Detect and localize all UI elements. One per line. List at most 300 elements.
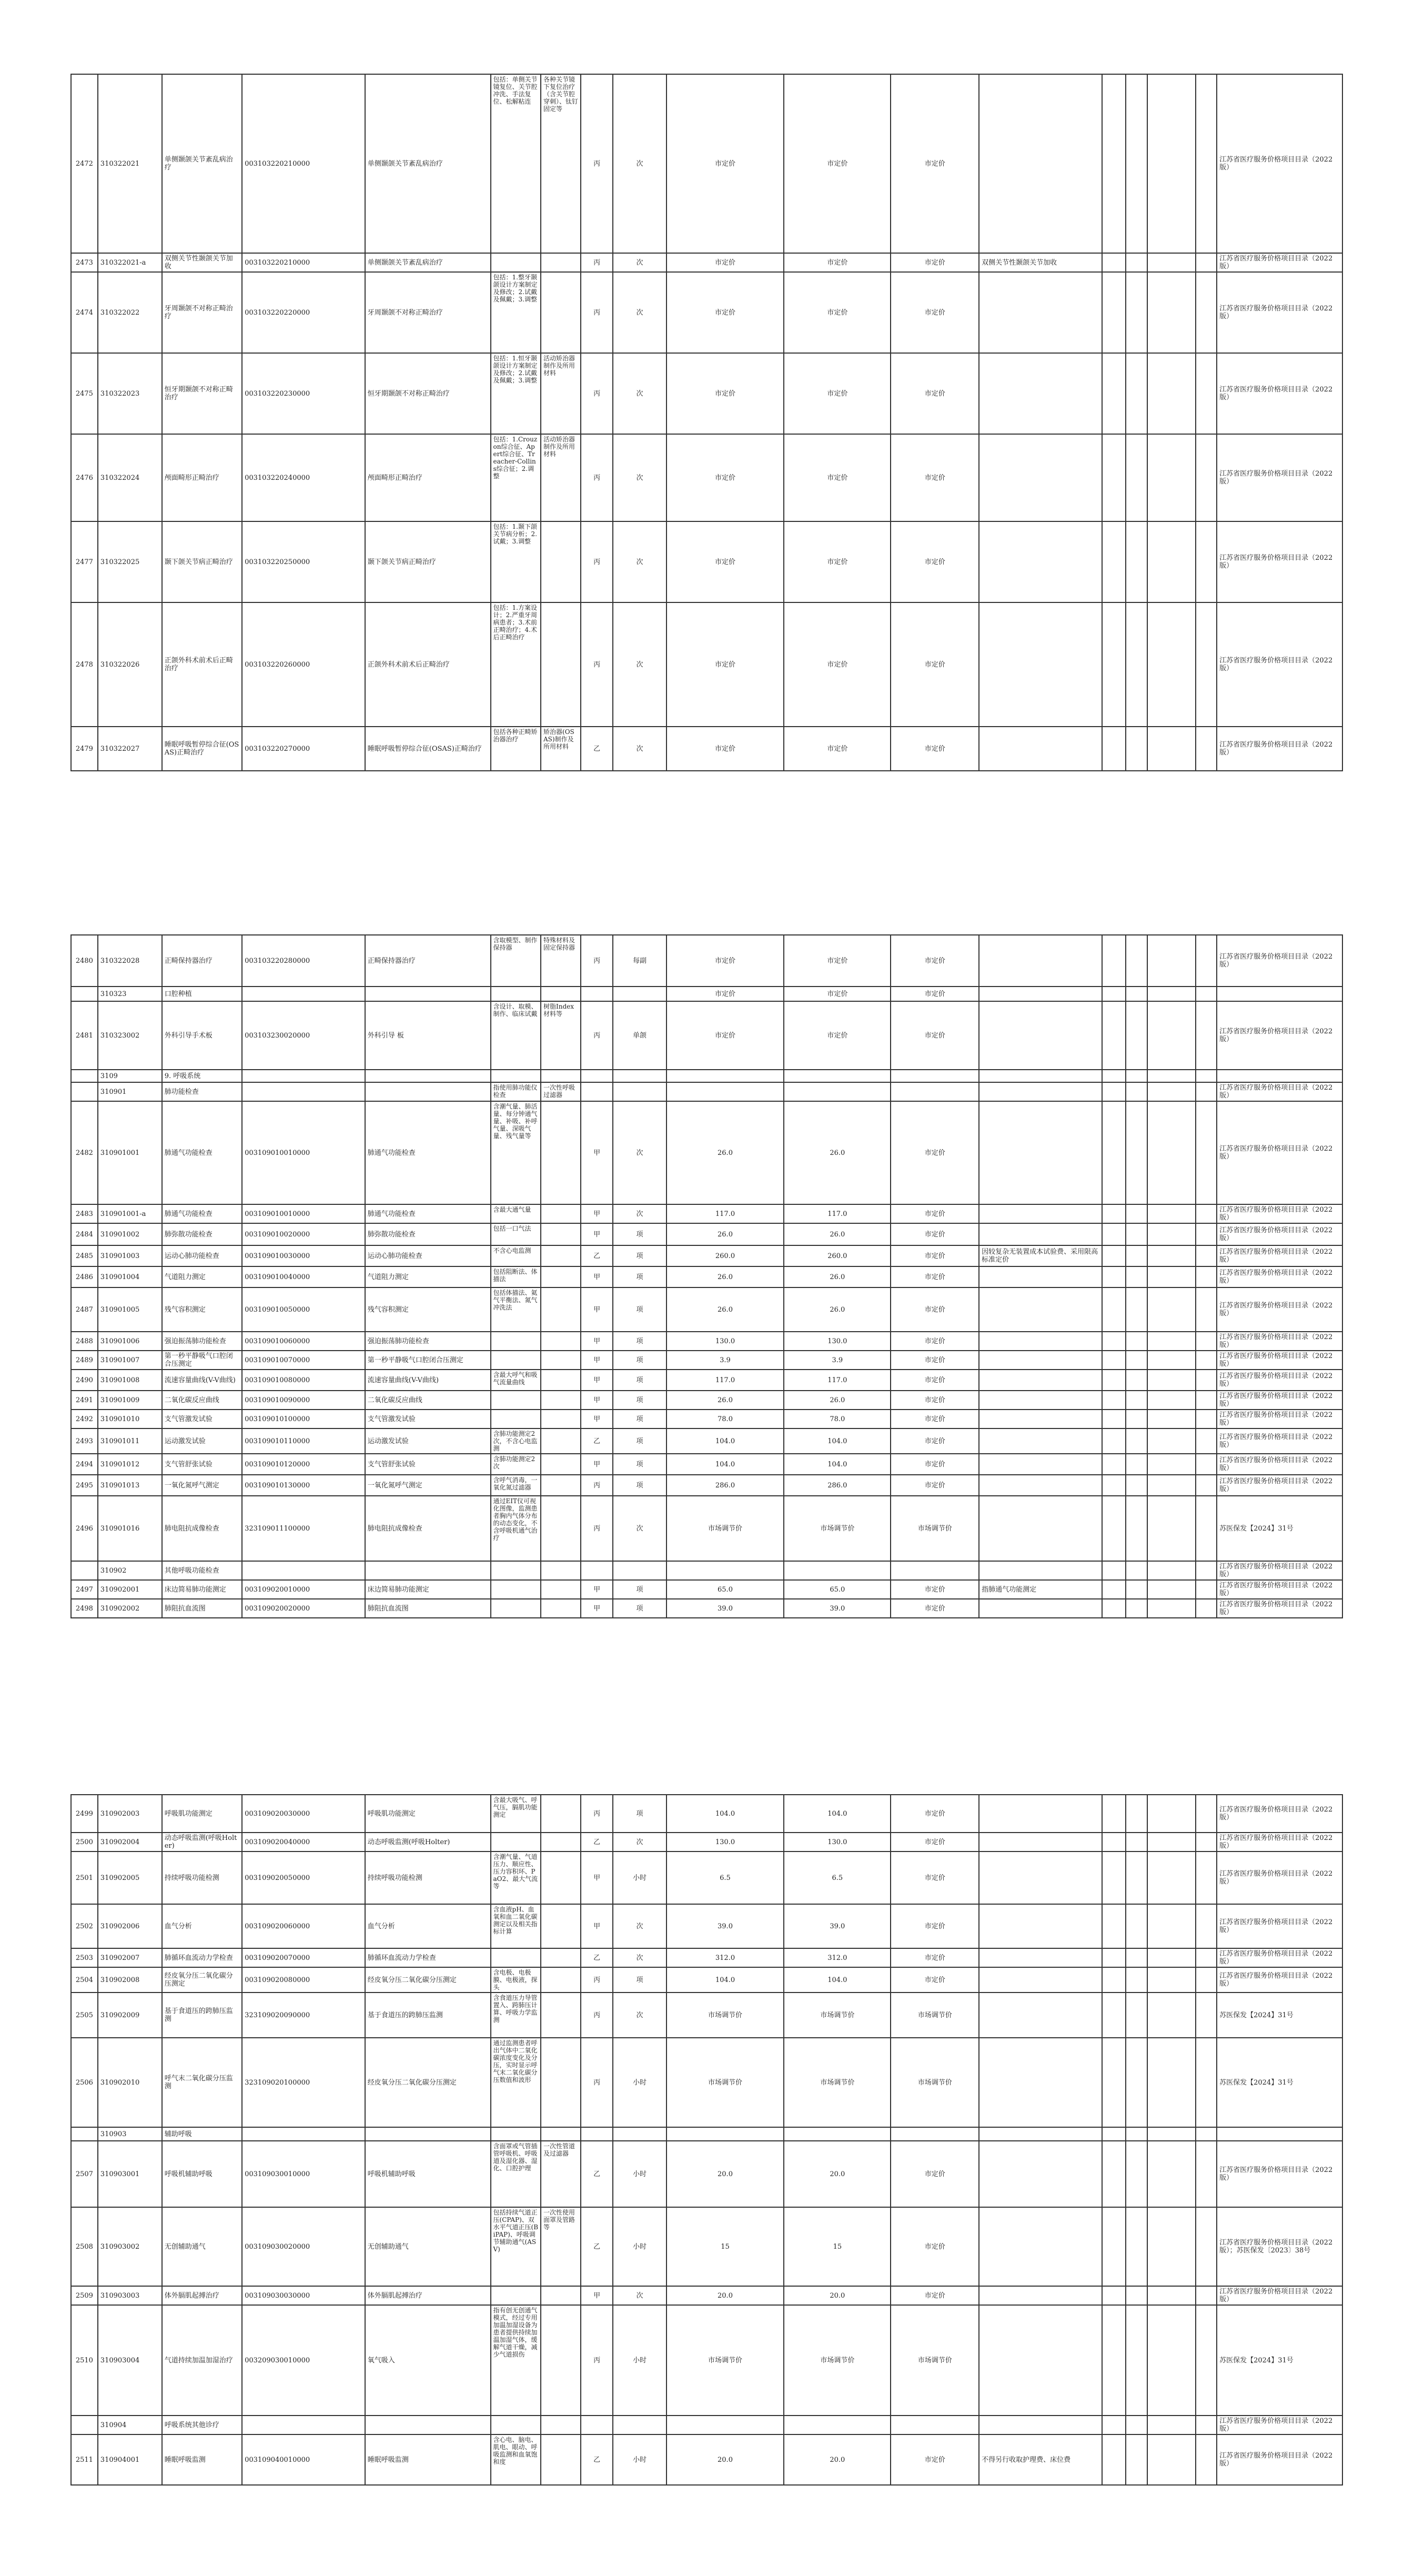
cell-code2: 003109010030000 — [242, 1245, 365, 1266]
cell-e1 — [1102, 1795, 1126, 1833]
cell-unit: 项 — [613, 1795, 666, 1833]
cell-p3: 市定价 — [891, 2434, 979, 2485]
cell-note — [979, 1561, 1102, 1580]
cell-p1: 市定价 — [666, 272, 784, 353]
cell-p1: 104.0 — [666, 1454, 784, 1475]
cell-src: 江苏省医疗服务价格项目目录（2022版） — [1217, 521, 1342, 602]
cell-src: 江苏省医疗服务价格项目目录（2022版） — [1217, 1833, 1342, 1852]
cell-name2: 肺弥散功能检查 — [365, 1223, 491, 1245]
cell-e4 — [1196, 1993, 1217, 2038]
cell-unit: 次 — [613, 1904, 666, 1948]
cell-e1 — [1102, 353, 1126, 434]
cell-excl — [541, 1795, 581, 1833]
cell-code2: 003109020030000 — [242, 1795, 365, 1833]
cell-e4 — [1196, 1266, 1217, 1287]
cell-e2 — [1126, 727, 1147, 771]
cell-note — [979, 1370, 1102, 1391]
cell-note — [979, 434, 1102, 521]
cell-src: 苏医保发【2024】31号 — [1217, 2305, 1342, 2416]
cell-e2 — [1126, 1993, 1147, 2038]
cell-p3: 市定价 — [891, 727, 979, 771]
cell-src: 苏医保发【2024】31号 — [1217, 1496, 1342, 1561]
table-row — [71, 1475, 1342, 1496]
cell-p3: 市定价 — [891, 1101, 979, 1204]
cell-name: 肺通气功能检查 — [162, 1204, 242, 1223]
cell-e4 — [1196, 1101, 1217, 1204]
cell-e4 — [1196, 521, 1217, 602]
cell-src: 江苏省医疗服务价格项目目录（2022版） — [1217, 1332, 1342, 1351]
cell-content — [491, 253, 541, 272]
cell-name2: 运动激发试验 — [365, 1428, 491, 1454]
cell-e3 — [1147, 1599, 1195, 1618]
cell-name2: 氧气吸入 — [365, 2305, 491, 2416]
cell-unit: 小时 — [613, 2434, 666, 2485]
table-row — [71, 1001, 1342, 1070]
cell-content: 包括一口气法 — [491, 1223, 541, 1245]
cell-p2: 312.0 — [784, 1948, 891, 1967]
cell-src: 江苏省医疗服务价格项目目录（2022版） — [1217, 434, 1342, 521]
cell-src: 江苏省医疗服务价格项目目录（2022版） — [1217, 1287, 1342, 1332]
cell-name: 颞下颌关节病正畸治疗 — [162, 521, 242, 602]
cell-e4 — [1196, 1391, 1217, 1410]
cell-code: 310901001 — [98, 1101, 162, 1204]
cell-e4 — [1196, 602, 1217, 727]
cell-unit: 次 — [613, 434, 666, 521]
cell-p1: 6.5 — [666, 1852, 784, 1904]
cell-note — [979, 1948, 1102, 1967]
cell-code2: 003103230020000 — [242, 1001, 365, 1070]
table-row — [71, 2127, 1342, 2141]
cell-p3 — [891, 1082, 979, 1101]
cell-code: 310901001-a — [98, 1204, 162, 1223]
cell-seq: 2473 — [71, 253, 98, 272]
cell-code2: 003109010130000 — [242, 1475, 365, 1496]
cell-content — [491, 1580, 541, 1599]
cell-name: 正颌外科术前术后正畸治疗 — [162, 602, 242, 727]
cell-note — [979, 1101, 1102, 1204]
cell-code2: 003103220210000 — [242, 253, 365, 272]
cell-note — [979, 272, 1102, 353]
cell-seq — [71, 2416, 98, 2434]
cell-p3: 市定价 — [891, 1391, 979, 1410]
cell-unit: 项 — [613, 1332, 666, 1351]
cell-note — [979, 1428, 1102, 1454]
cell-unit: 次 — [613, 727, 666, 771]
cell-e3 — [1147, 434, 1195, 521]
cell-seq: 2511 — [71, 2434, 98, 2485]
cell-p2: 市定价 — [784, 727, 891, 771]
cell-p3: 市定价 — [891, 1967, 979, 1993]
table-row — [71, 987, 1342, 1001]
cell-name: 一氧化氮呼气测定 — [162, 1475, 242, 1496]
cell-e2 — [1126, 2207, 1147, 2286]
cell-e2 — [1126, 1204, 1147, 1223]
cell-e2 — [1126, 1496, 1147, 1561]
cell-note — [979, 1351, 1102, 1370]
cell-code2 — [242, 1082, 365, 1101]
cell-p1: 117.0 — [666, 1370, 784, 1391]
table-row — [71, 1428, 1342, 1454]
cell-p3: 市定价 — [891, 1580, 979, 1599]
table-row — [71, 353, 1342, 434]
cell-code: 310904001 — [98, 2434, 162, 2485]
cell-note — [979, 1852, 1102, 1904]
cell-note — [979, 987, 1102, 1001]
cell-seq: 2481 — [71, 1001, 98, 1070]
cell-note — [979, 2207, 1102, 2286]
cell-e4 — [1196, 2141, 1217, 2207]
cell-code: 310902003 — [98, 1795, 162, 1833]
cell-p2: 20.0 — [784, 2434, 891, 2485]
table-row — [71, 2305, 1342, 2416]
cell-code: 310901003 — [98, 1245, 162, 1266]
cell-unit: 项 — [613, 1245, 666, 1266]
cell-e2 — [1126, 2141, 1147, 2207]
cell-code: 310322021 — [98, 74, 162, 253]
cell-note — [979, 2416, 1102, 2434]
cell-seq: 2479 — [71, 727, 98, 771]
cell-p1: 20.0 — [666, 2286, 784, 2305]
cell-code2: 003103220250000 — [242, 521, 365, 602]
table-row — [71, 1599, 1342, 1618]
cell-excl — [541, 1332, 581, 1351]
cell-code: 310901007 — [98, 1351, 162, 1370]
cell-code: 310322026 — [98, 602, 162, 727]
cell-p2: 65.0 — [784, 1580, 891, 1599]
cell-p3: 市定价 — [891, 1833, 979, 1852]
cell-e1 — [1102, 1475, 1126, 1496]
cell-cls — [581, 2416, 613, 2434]
table-row — [71, 727, 1342, 771]
cell-src: 江苏省医疗服务价格项目目录（2022版） — [1217, 1428, 1342, 1454]
cell-unit: 项 — [613, 1266, 666, 1287]
cell-code2: 003109030030000 — [242, 2286, 365, 2305]
cell-code2: 003103220210000 — [242, 74, 365, 253]
cell-p2: 市定价 — [784, 434, 891, 521]
cell-e3 — [1147, 1070, 1195, 1082]
cell-name: 牙周颞颌不对称正畸治疗 — [162, 272, 242, 353]
table-row — [71, 1204, 1342, 1223]
cell-p1: 市定价 — [666, 727, 784, 771]
cell-e1 — [1102, 2434, 1126, 2485]
cell-code: 310902004 — [98, 1833, 162, 1852]
cell-p1: 65.0 — [666, 1580, 784, 1599]
cell-name: 气道持续加温加湿治疗 — [162, 2305, 242, 2416]
cell-code: 310901004 — [98, 1266, 162, 1287]
cell-note: 因较复杂无装置成本试验费、采用限高标准定价 — [979, 1245, 1102, 1266]
cell-excl — [541, 1245, 581, 1266]
cell-e3 — [1147, 1795, 1195, 1833]
cell-src: 江苏省医疗服务价格项目目录（2022版） — [1217, 1599, 1342, 1618]
cell-seq: 2496 — [71, 1496, 98, 1561]
cell-e1 — [1102, 272, 1126, 353]
cell-e3 — [1147, 1266, 1195, 1287]
cell-src: 江苏省医疗服务价格项目目录（2022版） — [1217, 1391, 1342, 1410]
cell-seq: 2499 — [71, 1795, 98, 1833]
cell-src: 江苏省医疗服务价格项目目录（2022版） — [1217, 1580, 1342, 1599]
cell-seq: 2495 — [71, 1475, 98, 1496]
cell-note — [979, 1967, 1102, 1993]
cell-note — [979, 2305, 1102, 2416]
cell-seq: 2489 — [71, 1351, 98, 1370]
cell-e2 — [1126, 2127, 1147, 2141]
price-table — [70, 74, 1343, 771]
cell-p2: 市场调节价 — [784, 2305, 891, 2416]
table-row — [71, 2207, 1342, 2286]
cell-name: 外科引导手术板 — [162, 1001, 242, 1070]
cell-src: 江苏省医疗服务价格项目目录（2022版） — [1217, 1370, 1342, 1391]
cell-seq: 2490 — [71, 1370, 98, 1391]
cell-p2: 市定价 — [784, 935, 891, 987]
cell-e4 — [1196, 2434, 1217, 2485]
cell-unit: 次 — [613, 253, 666, 272]
cell-content — [491, 2286, 541, 2305]
cell-seq: 2491 — [71, 1391, 98, 1410]
cell-code2: 003109020010000 — [242, 1580, 365, 1599]
cell-p3: 市定价 — [891, 1410, 979, 1428]
cell-name2 — [365, 2127, 491, 2141]
cell-name: 支气管舒张试验 — [162, 1454, 242, 1475]
cell-seq: 2510 — [71, 2305, 98, 2416]
cell-cls: 甲 — [581, 1852, 613, 1904]
cell-code: 310902006 — [98, 1904, 162, 1948]
cell-e3 — [1147, 1351, 1195, 1370]
cell-e4 — [1196, 1001, 1217, 1070]
cell-cls: 甲 — [581, 1599, 613, 1618]
table-row — [71, 1993, 1342, 2038]
cell-unit: 每副 — [613, 935, 666, 987]
cell-content — [491, 1410, 541, 1428]
cell-seq: 2483 — [71, 1204, 98, 1223]
cell-excl — [541, 1475, 581, 1496]
cell-p2 — [784, 1082, 891, 1101]
table-row — [71, 1795, 1342, 1833]
cell-note — [979, 1082, 1102, 1101]
cell-code: 310904 — [98, 2416, 162, 2434]
cell-note: 不得另行收取护理费、床位费 — [979, 2434, 1102, 2485]
cell-cls: 丙 — [581, 1967, 613, 1993]
cell-seq: 2504 — [71, 1967, 98, 1993]
cell-e3 — [1147, 1904, 1195, 1948]
cell-e4 — [1196, 1475, 1217, 1496]
cell-p1: 117.0 — [666, 1204, 784, 1223]
cell-name2: 颞下颌关节病正畸治疗 — [365, 521, 491, 602]
cell-p2: 117.0 — [784, 1370, 891, 1391]
cell-note — [979, 727, 1102, 771]
cell-e1 — [1102, 1948, 1126, 1967]
cell-name: 睡眠呼吸监测 — [162, 2434, 242, 2485]
table-row — [71, 1101, 1342, 1204]
cell-e1 — [1102, 74, 1126, 253]
cell-e1 — [1102, 1287, 1126, 1332]
cell-p2: 260.0 — [784, 1245, 891, 1266]
cell-seq: 2503 — [71, 1948, 98, 1967]
cell-unit: 次 — [613, 2286, 666, 2305]
cell-e4 — [1196, 987, 1217, 1001]
cell-name2: 支气管激发试验 — [365, 1410, 491, 1428]
cell-seq: 2487 — [71, 1287, 98, 1332]
cell-p2: 130.0 — [784, 1332, 891, 1351]
cell-excl — [541, 253, 581, 272]
cell-note — [979, 1204, 1102, 1223]
cell-p2: 3.9 — [784, 1351, 891, 1370]
cell-code: 310901002 — [98, 1223, 162, 1245]
cell-src — [1217, 2127, 1342, 2141]
cell-e3 — [1147, 2127, 1195, 2141]
cell-e3 — [1147, 1428, 1195, 1454]
cell-cls: 乙 — [581, 2141, 613, 2207]
cell-p1: 26.0 — [666, 1223, 784, 1245]
cell-code2: 003103220230000 — [242, 353, 365, 434]
cell-p3: 市定价 — [891, 1266, 979, 1287]
cell-name2: 动态呼吸监测(呼吸Holter) — [365, 1833, 491, 1852]
cell-name2: 睡眠呼吸暂停综合征(OSAS)正畸治疗 — [365, 727, 491, 771]
cell-e2 — [1126, 1580, 1147, 1599]
cell-code2: 003103220240000 — [242, 434, 365, 521]
cell-cls: 乙 — [581, 1833, 613, 1852]
cell-p3: 市定价 — [891, 1204, 979, 1223]
cell-seq: 2474 — [71, 272, 98, 353]
cell-e1 — [1102, 253, 1126, 272]
cell-content — [491, 2127, 541, 2141]
cell-unit: 项 — [613, 1580, 666, 1599]
cell-name: 肺通气功能检查 — [162, 1101, 242, 1204]
cell-src: 江苏省医疗服务价格项目目录（2022版） — [1217, 727, 1342, 771]
cell-name: 无创辅助通气 — [162, 2207, 242, 2286]
cell-p1 — [666, 2416, 784, 2434]
cell-e3 — [1147, 2207, 1195, 2286]
cell-e1 — [1102, 2127, 1126, 2141]
cell-name2: 二氧化碳反应曲线 — [365, 1391, 491, 1410]
cell-src: 江苏省医疗服务价格项目目录（2022版） — [1217, 1245, 1342, 1266]
cell-e3 — [1147, 1101, 1195, 1204]
cell-e2 — [1126, 1428, 1147, 1454]
cell-code2: 003103220220000 — [242, 272, 365, 353]
cell-p2: 26.0 — [784, 1266, 891, 1287]
cell-unit: 次 — [613, 1101, 666, 1204]
cell-name: 血气分析 — [162, 1904, 242, 1948]
cell-p2 — [784, 2416, 891, 2434]
cell-e1 — [1102, 1852, 1126, 1904]
cell-e4 — [1196, 434, 1217, 521]
cell-cls — [581, 1070, 613, 1082]
cell-content: 含设计、取模、制作、临床试戴 — [491, 1001, 541, 1070]
cell-content — [491, 1948, 541, 1967]
table-row — [71, 272, 1342, 353]
cell-e3 — [1147, 1496, 1195, 1561]
cell-excl: 各种关节镜下复位治疗（含关节腔穿刺）、钛钉固定等 — [541, 74, 581, 253]
cell-name: 支气管激发试验 — [162, 1410, 242, 1428]
cell-cls: 丙 — [581, 935, 613, 987]
cell-cls: 乙 — [581, 1245, 613, 1266]
cell-e1 — [1102, 1101, 1126, 1204]
cell-e4 — [1196, 1904, 1217, 1948]
cell-e3 — [1147, 353, 1195, 434]
cell-p3: 市定价 — [891, 2207, 979, 2286]
cell-code2: 003109010090000 — [242, 1391, 365, 1410]
cell-e1 — [1102, 987, 1126, 1001]
table-row — [71, 1070, 1342, 1082]
cell-name2 — [365, 1082, 491, 1101]
cell-seq — [71, 1070, 98, 1082]
cell-e4 — [1196, 1599, 1217, 1618]
cell-excl — [541, 987, 581, 1001]
price-table-page-3 — [70, 1794, 1343, 2486]
cell-code: 310901009 — [98, 1391, 162, 1410]
cell-src: 苏医保发【2024】31号 — [1217, 1993, 1342, 2038]
cell-cls: 甲 — [581, 1101, 613, 1204]
table-row — [71, 2286, 1342, 2305]
cell-cls: 丙 — [581, 74, 613, 253]
cell-excl: 一次性使用面罩及管路等 — [541, 2207, 581, 2286]
cell-seq: 2498 — [71, 1599, 98, 1618]
cell-content — [491, 2416, 541, 2434]
cell-seq: 2486 — [71, 1266, 98, 1287]
cell-note — [979, 2286, 1102, 2305]
cell-content: 含呼气消毒，一氧化氮过滤器 — [491, 1475, 541, 1496]
cell-p3: 市定价 — [891, 1454, 979, 1475]
cell-unit: 项 — [613, 1475, 666, 1496]
cell-e2 — [1126, 2286, 1147, 2305]
cell-e4 — [1196, 1082, 1217, 1101]
cell-e4 — [1196, 1245, 1217, 1266]
cell-unit: 小时 — [613, 2305, 666, 2416]
cell-code2 — [242, 1561, 365, 1580]
cell-seq: 2505 — [71, 1993, 98, 2038]
cell-src: 江苏省医疗服务价格项目目录（2022版） — [1217, 1904, 1342, 1948]
cell-note — [979, 1993, 1102, 2038]
cell-seq: 2485 — [71, 1245, 98, 1266]
cell-e1 — [1102, 727, 1126, 771]
cell-p2: 20.0 — [784, 2141, 891, 2207]
cell-code2: 003109020070000 — [242, 1948, 365, 1967]
cell-e4 — [1196, 1852, 1217, 1904]
price-table-page-2 — [70, 934, 1343, 1618]
cell-code: 310902009 — [98, 1993, 162, 2038]
table-row — [71, 1287, 1342, 1332]
cell-p3 — [891, 2416, 979, 2434]
cell-p2: 104.0 — [784, 1428, 891, 1454]
cell-e3 — [1147, 74, 1195, 253]
table-row — [71, 1852, 1342, 1904]
cell-note — [979, 74, 1102, 253]
cell-p2: 15 — [784, 2207, 891, 2286]
cell-note — [979, 1795, 1102, 1833]
cell-p1: 104.0 — [666, 1428, 784, 1454]
cell-seq: 2501 — [71, 1852, 98, 1904]
cell-e2 — [1126, 521, 1147, 602]
cell-p1: 市定价 — [666, 935, 784, 987]
cell-p1: 312.0 — [666, 1948, 784, 1967]
cell-excl — [541, 1287, 581, 1332]
cell-name: 持续呼吸功能检测 — [162, 1852, 242, 1904]
cell-code2: 323109011100000 — [242, 1496, 365, 1561]
cell-e4 — [1196, 1967, 1217, 1993]
cell-e3 — [1147, 1948, 1195, 1967]
cell-e1 — [1102, 2141, 1126, 2207]
cell-cls — [581, 2127, 613, 2141]
cell-cls — [581, 1082, 613, 1101]
cell-code: 310901005 — [98, 1287, 162, 1332]
cell-p2: 39.0 — [784, 1599, 891, 1618]
cell-cls — [581, 1561, 613, 1580]
table-row — [71, 1082, 1342, 1101]
cell-note: 指肺通气功能测定 — [979, 1580, 1102, 1599]
cell-name2: 外科引导 板 — [365, 1001, 491, 1070]
cell-e1 — [1102, 935, 1126, 987]
cell-excl — [541, 2286, 581, 2305]
cell-src: 江苏省医疗服务价格项目目录（2022版） — [1217, 1223, 1342, 1245]
